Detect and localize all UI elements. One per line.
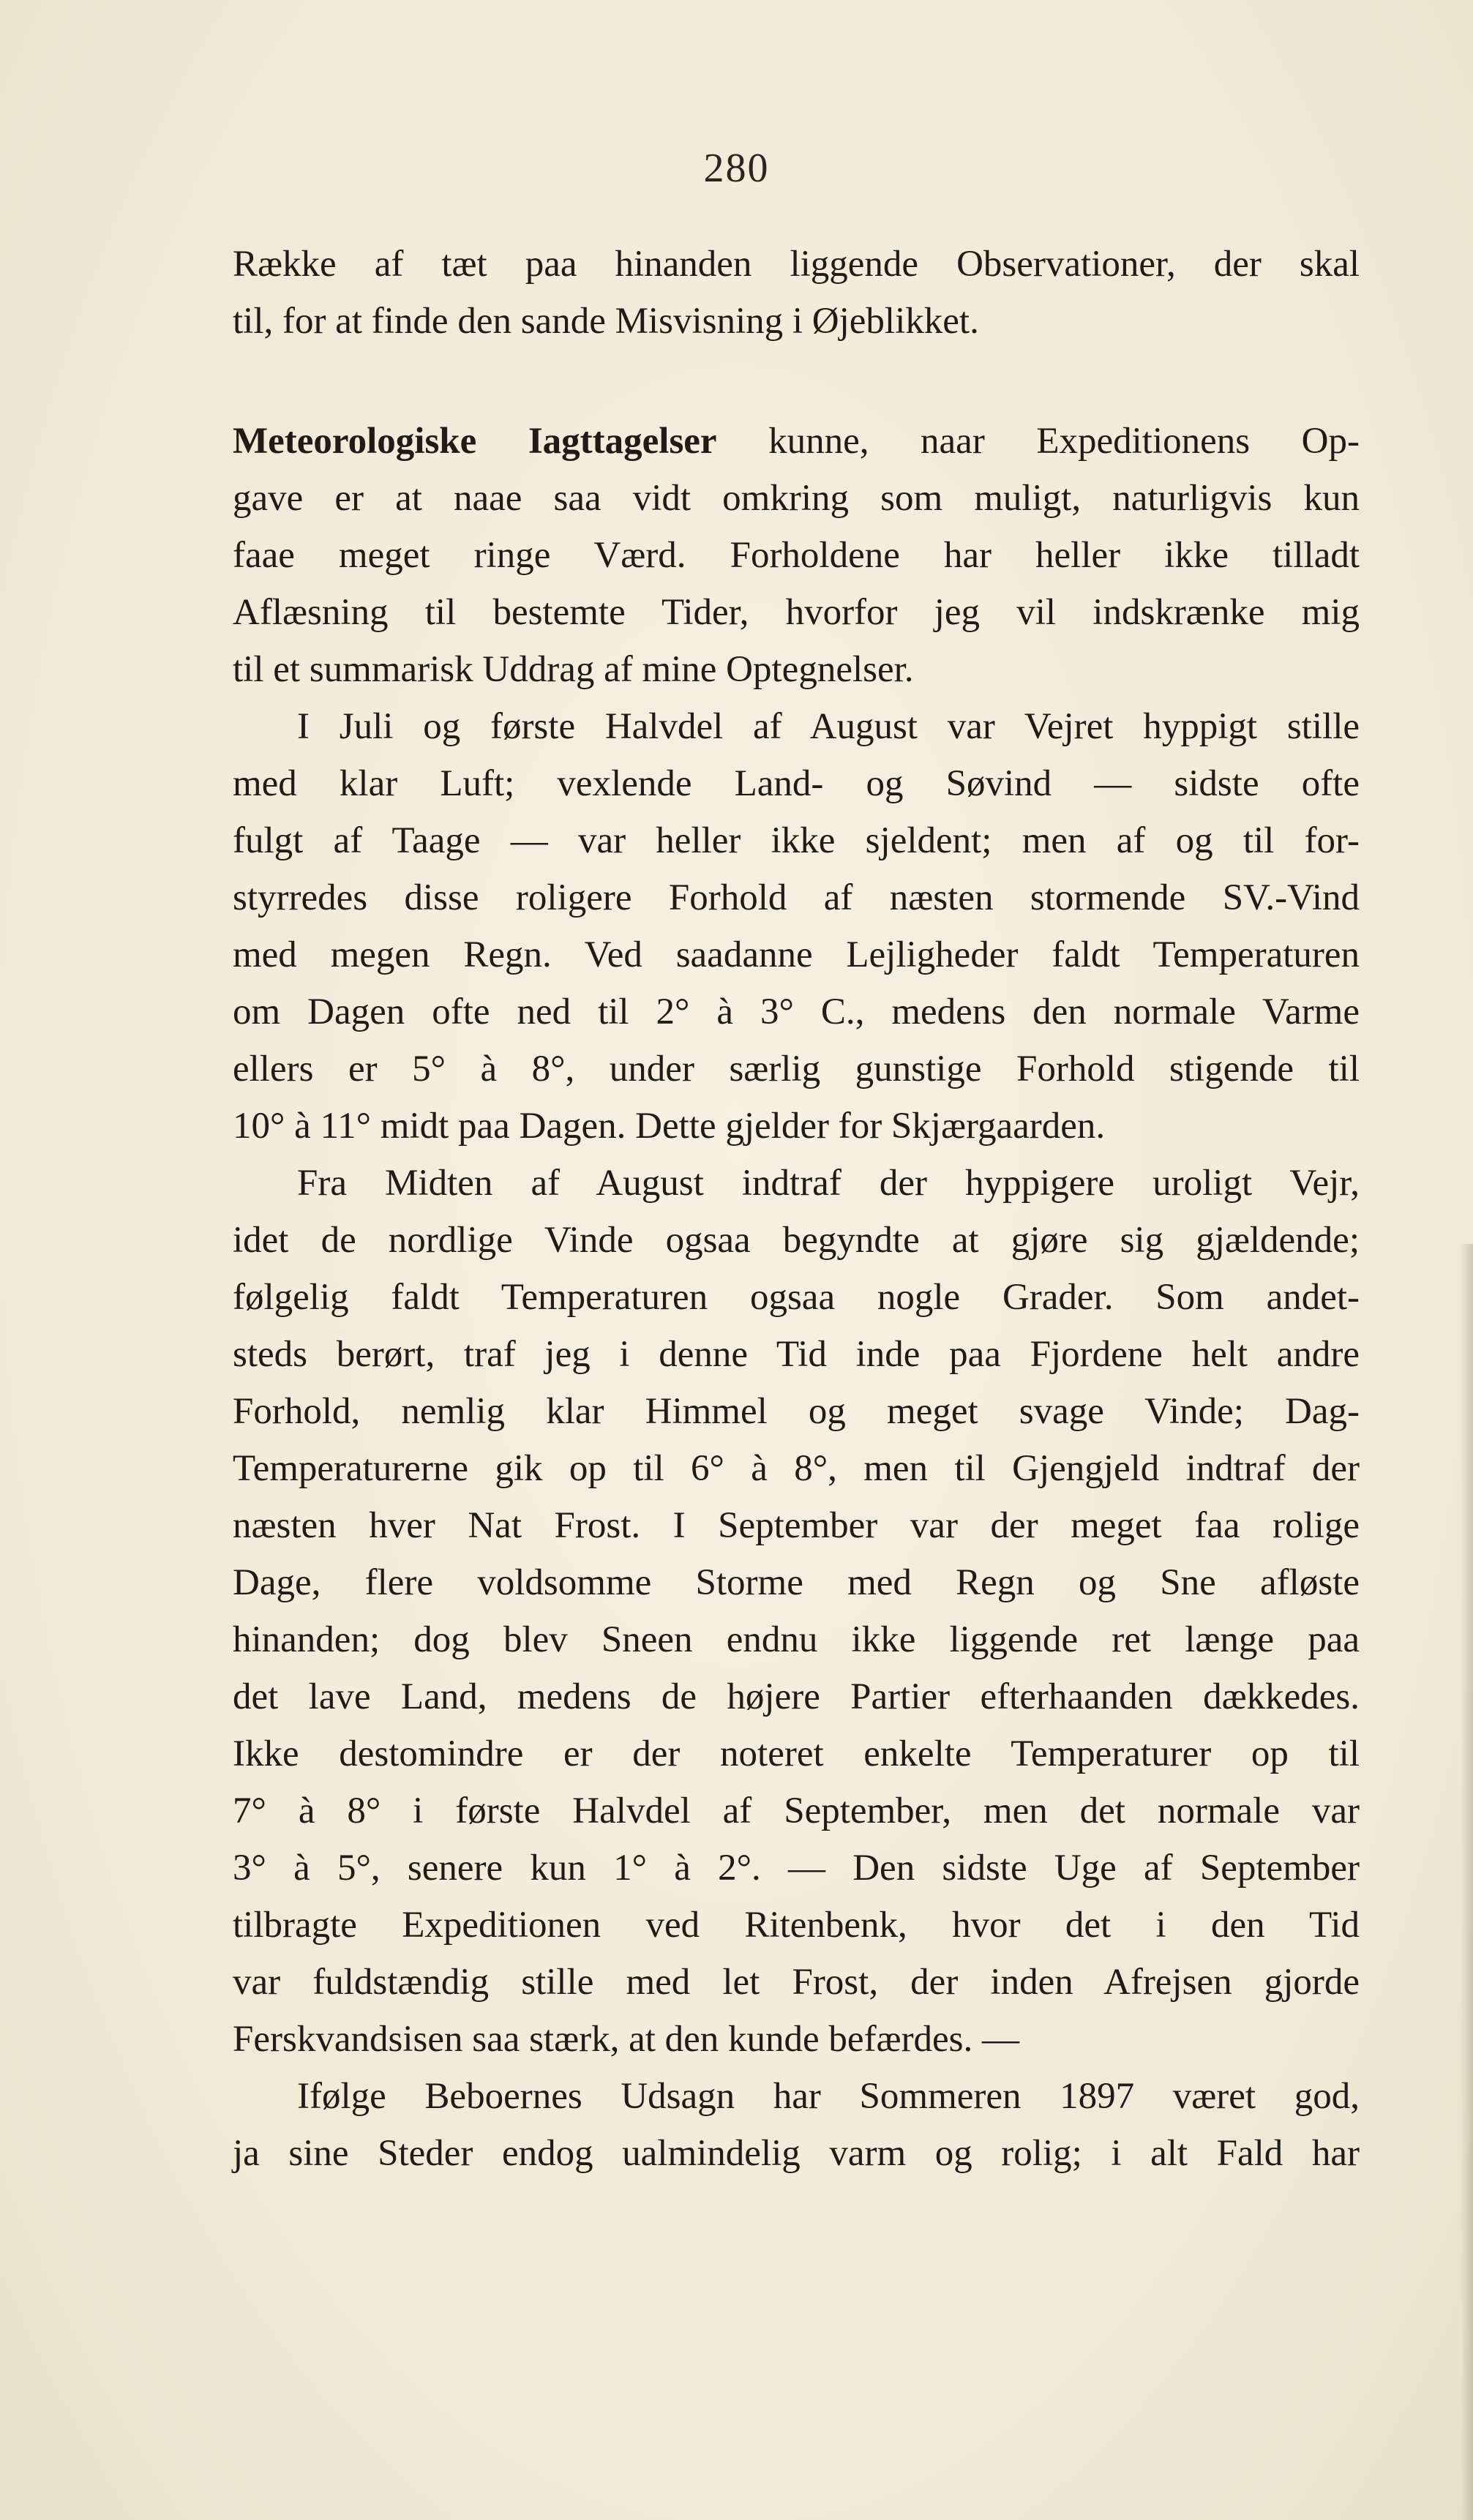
- text-line: [233, 413, 1360, 470]
- paragraph-august: [233, 1155, 1360, 2068]
- text-line: idet de nordlige Vinde ogsaa begyndte at gjøre sig gjældende;: [233, 1220, 1360, 1261]
- text-line: Ikke destomindre er der noteret enkelte Temperaturer op til: [233, 1733, 1360, 1774]
- page-edge-shadow: [1460, 1244, 1473, 2520]
- text-line: 3° à 5°, senere kun 1° à 2°. — Den sidste Uge af September: [233, 1848, 1360, 1889]
- text-line: ellers er 5° à 8°, under særlig gunstige Forhold stigende til: [233, 1049, 1360, 1090]
- paragraph-meteorology: [233, 413, 1360, 698]
- text-line: Temperaturerne gik op til 6° à 8°, men til Gjengjeld indtraf der: [233, 1448, 1360, 1489]
- text-line: til et summarisk Uddrag af mine Optegnelser.: [233, 649, 914, 690]
- text-line: gave er at naae saa vidt omkring som muligt, naturligvis kun: [233, 478, 1360, 519]
- text-line: Forhold, nemlig klar Himmel og meget svage Vinde; Dag-: [233, 1391, 1360, 1432]
- text-line: I Juli og første Halvdel af August var Vejret hyppigt stille: [297, 706, 1360, 747]
- text-line: næsten hver Nat Frost. I September var der meget faa rolige: [233, 1505, 1360, 1546]
- paragraph-july: [233, 698, 1360, 1155]
- text-line: følgelig faldt Temperaturen ogsaa nogle Grader. Som andet-: [233, 1277, 1360, 1318]
- text-line: Ferskvandsisen saa stærk, at den kunde befærdes. —: [233, 2019, 1020, 2060]
- text-line: styrredes disse roligere Forhold af næsten stormende SV.-Vind: [233, 877, 1360, 918]
- page-number: 280: [703, 146, 770, 191]
- text-line: var fuldstændig stille med let Frost, der inden Afrejsen gjorde: [233, 1962, 1360, 2003]
- section-heading: Meteorologiske Iagttagelser: [233, 421, 717, 462]
- text-line: Fra Midten af August indtraf der hyppigere uroligt Vejr,: [297, 1163, 1360, 1204]
- text-line: med megen Regn. Ved saadanne Lejligheder faldt Temperaturen: [233, 934, 1360, 975]
- text-line: Aflæsning til bestemte Tider, hvorfor jeg vil indskrænke mig: [233, 592, 1360, 633]
- text-line: 7° à 8° i første Halvdel af September, men det normale var: [233, 1790, 1360, 1831]
- text-line: det lave Land, medens de højere Partier efterhaanden dækkedes.: [233, 1676, 1360, 1717]
- text-line: Række af tæt paa hinanden liggende Observationer, der skal: [233, 244, 1360, 285]
- text-line: med klar Luft; vexlende Land- og Søvind — sidste ofte: [233, 763, 1360, 804]
- text-line: ja sine Steder endog ualmindelig varm og rolig; i alt Fald har: [233, 2133, 1360, 2174]
- text-line: Ifølge Beboernes Udsagn har Sommeren 1897 været god,: [297, 2076, 1360, 2117]
- paragraph-summer-1897: [233, 2068, 1360, 2182]
- text-line: steds berørt, traf jeg i denne Tid inde paa Fjordene helt andre: [233, 1334, 1360, 1375]
- text-line-rest: kunne, naar Expeditionens Op-: [716, 421, 1360, 462]
- text-line: Dage, flere voldsomme Storme med Regn og Sne afløste: [233, 1562, 1360, 1603]
- text-line: hinanden; dog blev Sneen endnu ikke liggende ret længe paa: [233, 1619, 1360, 1660]
- text-line: faae meget ringe Værd. Forholdene har heller ikke tilladt: [233, 535, 1360, 576]
- text-line: 10° à 11° midt paa Dagen. Dette gjelder for Skjærgaarden.: [233, 1106, 1106, 1147]
- paragraph-continuation: [233, 236, 1360, 350]
- text-line: fulgt af Taage — var heller ikke sjeldent; men af og til for-: [233, 820, 1360, 861]
- text-line: til, for at finde den sande Misvisning i Øjeblikket.: [233, 301, 979, 342]
- text-line: tilbragte Expeditionen ved Ritenbenk, hvor det i den Tid: [233, 1905, 1360, 1946]
- text-line: om Dagen ofte ned til 2° à 3° C., medens den normale Varme: [233, 991, 1360, 1032]
